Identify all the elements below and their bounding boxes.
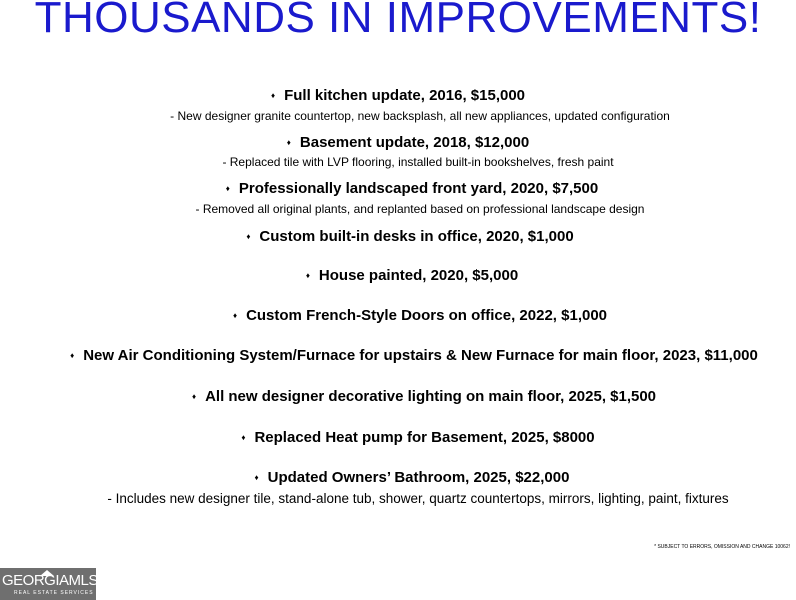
logo-sub-text: REAL ESTATE SERVICES (14, 590, 94, 596)
diamond-bullet-icon: ♦ (305, 271, 310, 280)
improvement-headline: Full kitchen update, 2016, $15,000 (284, 87, 526, 104)
improvement-headline: Custom built-in desks in office, 2020, $1,000 (259, 228, 574, 245)
improvement-headline: House painted, 2020, $5,000 (318, 267, 519, 284)
diamond-bullet-icon: ♦ (191, 392, 197, 401)
logo-main-text: GEORGIAMLS (2, 572, 98, 589)
page-title: THOUSANDS IN IMPROVEMENTS! (34, 0, 762, 42)
improvement-headline: All new designer decorative lighting on main floor, 2025, $1,500 (205, 388, 657, 405)
improvement-detail: - Replaced tile with LVP flooring, installed built-in bookshelves, fresh paint (222, 155, 614, 169)
improvement-headline: Custom French-Style Doors on office, 2022, $1,000 (246, 307, 608, 324)
diamond-bullet-icon: ♦ (225, 184, 230, 193)
improvement-kitchen (0, 86, 796, 106)
improvement-detail: - Removed all original plants, and replanted based on professional landscape design (195, 202, 645, 216)
improvement-headline: New Air Conditioning System/Furnace for upstairs & New Furnace for main floor, 2023, $11,000 (83, 347, 758, 364)
improvement-headline: Replaced Heat pump for Basement, 2025, $8000 (254, 429, 595, 446)
improvement-detail: - Includes new designer tile, stand-alone tub, shower, quartz countertops, mirrors, lighting, paint, fixtures (107, 491, 729, 506)
improvement-bathroom (14, 468, 796, 488)
disclaimer-text: * SUBJECT TO ERRORS, OMISSION AND CHANGE 10062! (654, 544, 790, 550)
improvement-desks (12, 227, 796, 247)
diamond-bullet-icon: ♦ (286, 138, 291, 147)
improvement-detail: - New designer granite countertop, new backsplash, all new appliances, updated configuration (170, 109, 670, 123)
improvement-doors (22, 306, 796, 326)
improvement-headline: Basement update, 2018, $12,000 (299, 134, 530, 151)
improvement-headline: Updated Owners’ Bathroom, 2025, $22,000 (267, 469, 570, 486)
diamond-bullet-icon: ♦ (254, 473, 259, 482)
diamond-bullet-icon: ♦ (270, 91, 276, 100)
diamond-bullet-icon: ♦ (241, 433, 246, 442)
improvement-heat-pump (20, 428, 796, 448)
improvement-basement (10, 133, 796, 153)
improvement-headline: Professionally landscaped front yard, 2020, $7,500 (238, 180, 599, 197)
improvement-lighting (26, 387, 796, 407)
diamond-bullet-icon: ♦ (246, 232, 251, 241)
improvement-hvac (16, 346, 796, 366)
improvement-landscaping (14, 179, 796, 199)
diamond-bullet-icon: ♦ (232, 311, 238, 320)
diamond-bullet-icon: ♦ (70, 351, 75, 360)
improvement-painting (14, 266, 796, 286)
georgia-mls-logo (0, 568, 96, 600)
